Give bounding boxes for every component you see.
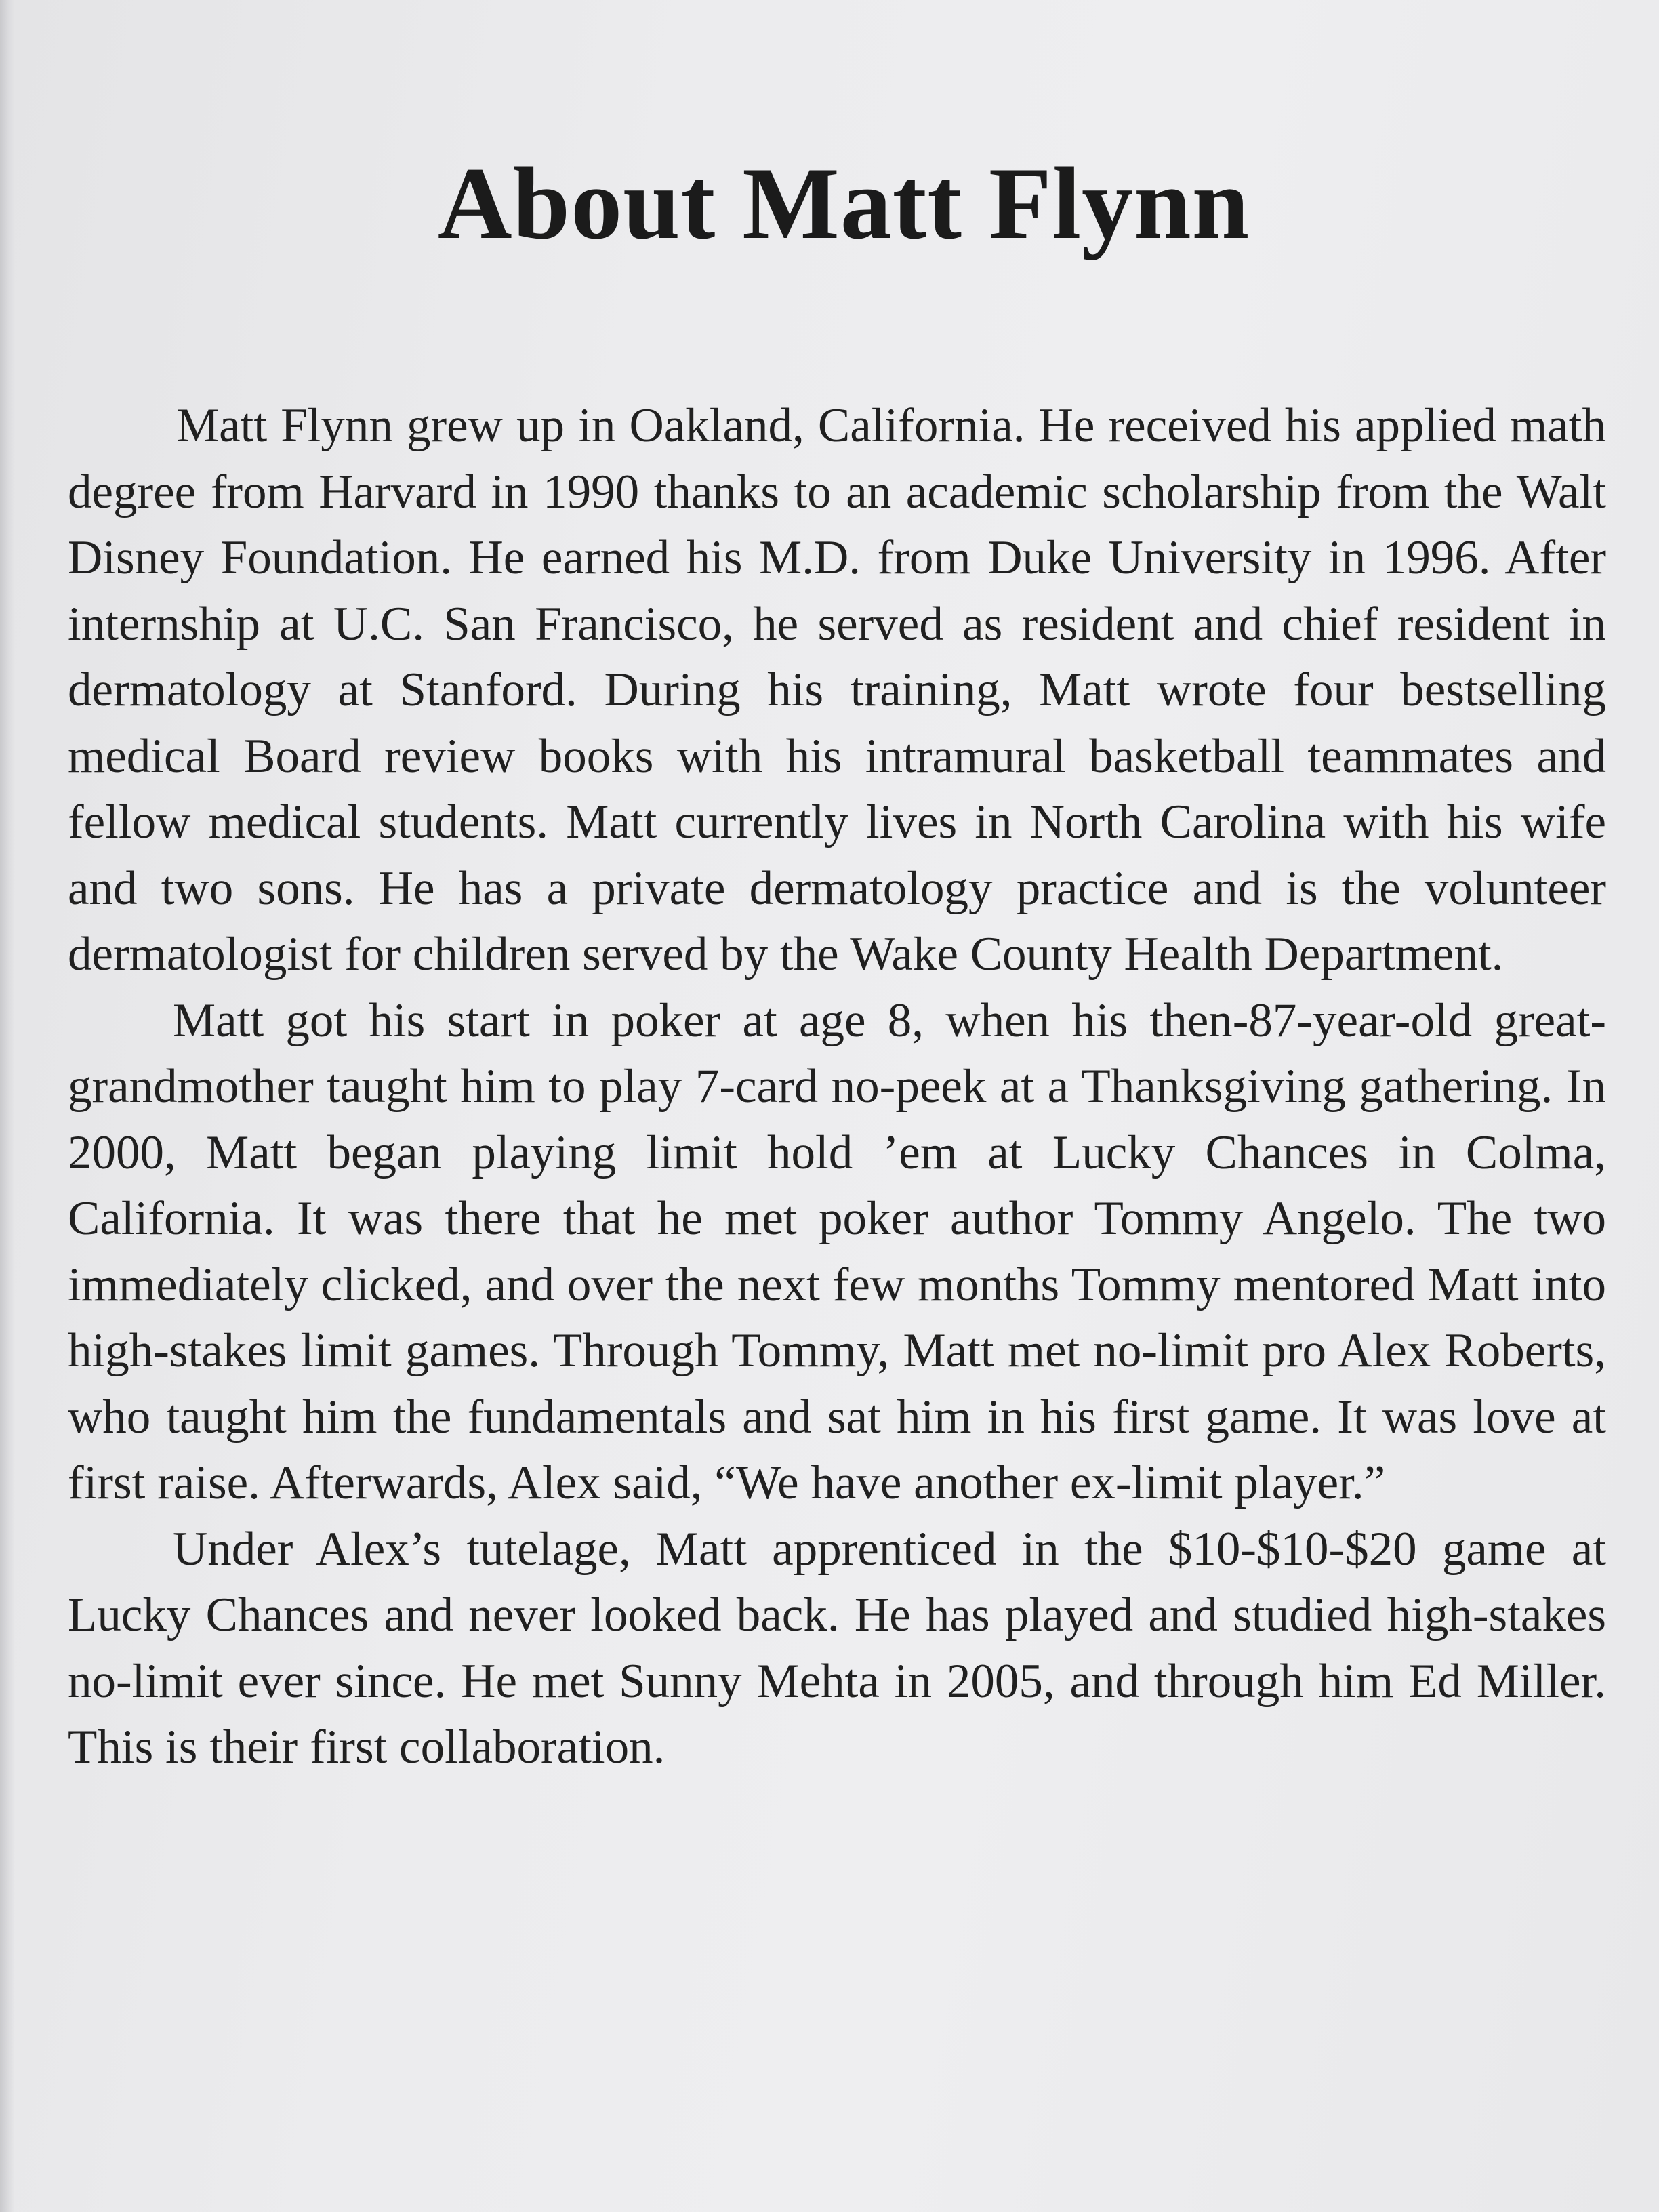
page-title: About Matt Flynn — [437, 146, 1250, 260]
biography-text — [68, 393, 1606, 1781]
paragraph-education: Matt Flynn grew up in Oakland, California. He received his applied math degree from Harvard in 1990 thanks to an academic scholarship from the Walt Disney Foundation. He earned his M.D. from Duke University in 1996. After internship at U.C. San Francisco, he served as resident and chief resident in dermatology at Stanford. During his training, Matt wrote four bestselling medical Board review books with his intramural basketball teammates and fellow medical students. Matt currently lives in North Carolina with his wife and two sons. He has a private dermatology practice and is the volunteer dermatologist for children served by the Wake County Health Department. — [68, 399, 1606, 981]
book-page — [54, 0, 1613, 2212]
page-edge-shadow — [0, 0, 15, 2212]
paragraph-poker-start: Matt got his start in poker at age 8, when his then-87-year-old great-grandmother taught him to play 7-card no-peek at a Thanksgiving gathering. In 2000, Matt began playing limit hold ’em at Lucky Chances in Colma, California. It was there that he met poker author Tommy Angelo. The two immediately clicked, and over the next few months Tommy mentored Matt into high-stakes limit games. Through Tommy, Matt met no-limit pro Alex Roberts, who taught him the fundamentals and sat him in his first game. It was love at first raise. Afterwards, Alex said, “We have another ex-limit player.” — [68, 994, 1606, 1509]
paragraph-apprenticeship: Under Alex’s tutelage, Matt apprenticed in the $10-$10-$20 game at Lucky Chances and never looked back. He has played and studied high-stakes no-limit ever since. He met Sunny Mehta in 2005, and through him Ed Miller. This is their first collaboration. — [68, 1522, 1606, 1774]
